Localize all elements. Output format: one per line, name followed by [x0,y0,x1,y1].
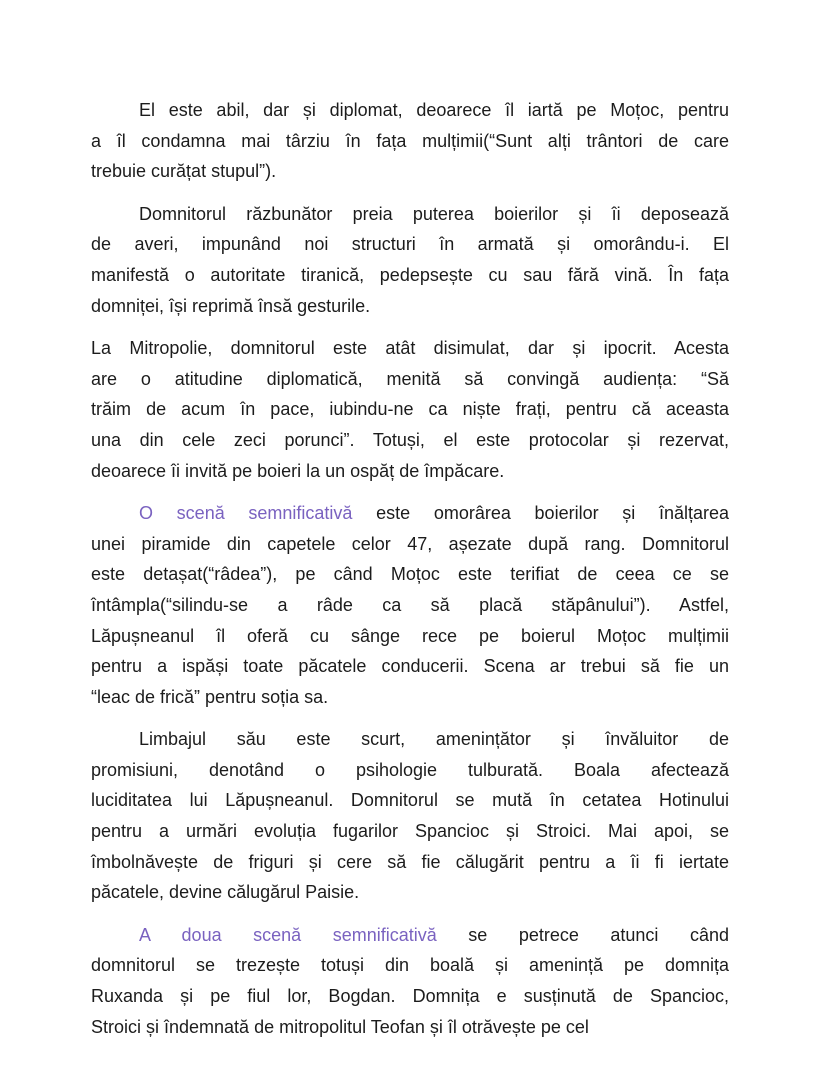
line-text: El este abil, dar și diplomat, deoarece îl iartă pe Moțoc, pentru [139,100,729,120]
text-line [91,291,729,322]
text-line [91,498,729,529]
paragraph [91,724,729,908]
paragraph [91,498,729,712]
line-text: una din cele zeci porunci”. Totuși, el este protocolar și rezervat, [91,429,729,450]
line-text: manifestă o autoritate tiranică, pedepsește cu sau fără vină. În fața [91,264,729,285]
text-line [91,847,729,878]
line-text: are o atitudine diplomatică, menită să convingă audiența: “Să [91,368,729,389]
line-text: Limbajul său este scurt, amenințător și învăluitor de [139,729,729,750]
text-line [91,816,729,847]
line-text: unei piramide din capetele celor 47, așezate după rang. Domnitorul [91,533,729,554]
line-text: trăim de acum în pace, iubindu-ne ca niște frați, pentru că aceasta [91,399,729,420]
text-line [91,621,729,652]
line-text: domnitorul se trezește totuși din boală și amenință pe domnița [91,955,729,976]
text-line [91,95,729,126]
text-line [91,529,729,560]
line-text: La Mitropolie, domnitorul este atât disimulat, dar și ipocrit. Acesta [91,338,729,359]
line-text: Ruxanda și pe fiul lor, Bogdan. Domnița e susținută de Spancioc, [91,986,729,1007]
text-line [91,920,729,951]
line-text: trebuie curățat stupul”). [91,161,277,182]
line-text: de averi, impunând noi structuri în armată și omorându-i. El [91,234,729,255]
text-line [91,260,729,291]
paragraph [91,95,729,187]
line-text: domniței, își reprimă însă gesturile. [91,295,371,316]
text-line [91,156,729,187]
line-text: întâmpla(“silindu-se a râde ca să placă stăpânului”). Astfel, [91,594,729,615]
line-text: este omorârea boierilor și înălțarea [352,503,729,524]
text-line [91,590,729,621]
paragraph [91,333,729,486]
text-line [91,199,729,230]
text-line [91,1012,729,1043]
line-text: Lăpușneanul îl oferă cu sânge rece pe boierul Moțoc mulțimii [91,625,729,646]
text-line [91,126,729,157]
text-line [91,755,729,786]
line-text: “leac de frică” pentru soția sa. [91,686,329,707]
line-text: pentru a ispăși toate păcatele conducerii. Scena ar trebui să fie un [91,656,729,677]
line-text: deoarece îi invită pe boieri la un ospăț de împăcare. [91,460,505,481]
line-text: Domnitorul răzbunător preia puterea boierilor și îi deposează [139,203,729,224]
line-text: promisiuni, denotând o psihologie tulburată. Boala afectează [91,759,729,780]
document-page [91,95,729,1054]
line-text: pentru a urmări evoluția fugarilor Spancioc și Stroici. Mai apoi, se [91,821,729,842]
highlighted-phrase: A doua scenă semnificativă [139,924,437,945]
text-line [91,456,729,487]
text-line [91,877,729,908]
line-text: a îl condamna mai târziu în fața mulțimii(“Sunt alți trântori de care [91,130,729,151]
text-line [91,364,729,395]
highlighted-phrase: O scenă semnificativă [139,503,353,524]
text-line [91,425,729,456]
text-line [91,724,729,755]
line-text: Stroici și îndemnată de mitropolitul Teofan și îl otrăvește pe cel [91,1016,589,1037]
line-text: se petrece atunci când [436,924,729,945]
text-line [91,394,729,425]
line-text: îmbolnăvește de friguri și cere să fie călugărit pentru a îi fi iertate [91,851,729,872]
text-line [91,229,729,260]
text-line [91,682,729,713]
text-line [91,785,729,816]
text-line [91,651,729,682]
paragraph [91,920,729,1042]
line-text: luciditatea lui Lăpușneanul. Domnitorul se mută în cetatea Hotinului [91,790,729,811]
line-text: păcatele, devine călugărul Paisie. [91,882,360,903]
text-line [91,950,729,981]
line-text: este detașat(“râdea”), pe când Moțoc este terifiat de ceea ce se [91,564,729,585]
text-line [91,981,729,1012]
text-line [91,333,729,364]
paragraph [91,199,729,321]
text-line [91,559,729,590]
